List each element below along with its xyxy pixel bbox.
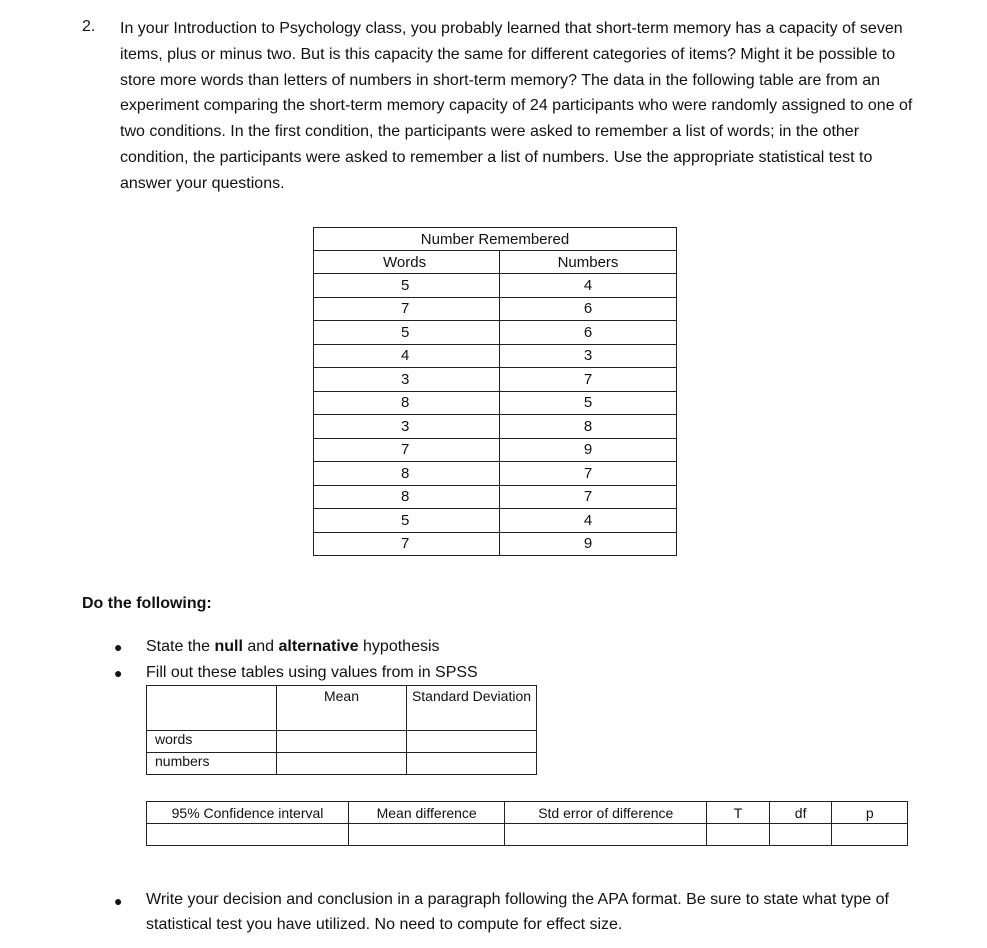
numbers-cell: 7 <box>500 485 677 509</box>
numbers-cell: 6 <box>500 297 677 321</box>
std-error-cell[interactable] <box>505 824 707 846</box>
column-header-ci: 95% Confidence interval <box>147 802 349 824</box>
table-row <box>314 462 677 486</box>
numbers-cell: 3 <box>500 344 677 368</box>
numbers-mean-cell[interactable] <box>277 753 407 775</box>
table-row <box>314 485 677 509</box>
numbers-cell: 9 <box>500 438 677 462</box>
column-header-words: Words <box>314 251 500 274</box>
numbers-cell: 5 <box>500 391 677 415</box>
words-cell: 7 <box>314 532 500 556</box>
numbers-cell: 9 <box>500 532 677 556</box>
table-row <box>314 344 677 368</box>
column-header-std-error: Std error of difference <box>505 802 707 824</box>
column-header-p: p <box>832 802 908 824</box>
words-mean-cell[interactable] <box>277 731 407 753</box>
t-cell[interactable] <box>707 824 770 846</box>
numbers-cell: 4 <box>500 509 677 533</box>
mean-difference-cell[interactable] <box>349 824 505 846</box>
column-header-t: T <box>707 802 770 824</box>
numbers-cell: 7 <box>500 462 677 486</box>
words-cell: 3 <box>314 368 500 392</box>
words-cell: 4 <box>314 344 500 368</box>
table-row <box>314 321 677 345</box>
table-row <box>314 274 677 298</box>
table-row <box>314 438 677 462</box>
bullet-conclusion: Write your decision and conclusion in a paragraph following the APA format. Be sure to state what type of statistical test you have utilized. No need to compute for effect size. <box>146 891 889 933</box>
p-cell[interactable] <box>832 824 908 846</box>
column-header-numbers: Numbers <box>500 251 677 274</box>
column-header-df: df <box>769 802 832 824</box>
table-row <box>314 368 677 392</box>
words-cell: 5 <box>314 509 500 533</box>
ci-cell[interactable] <box>147 824 349 846</box>
table-row <box>314 415 677 439</box>
words-cell: 8 <box>314 391 500 415</box>
table-row <box>314 391 677 415</box>
bullet-dot: ● <box>114 665 123 681</box>
data-table <box>313 227 677 556</box>
row-label-numbers: numbers <box>147 753 277 775</box>
words-sd-cell[interactable] <box>407 731 537 753</box>
words-cell: 3 <box>314 415 500 439</box>
empty-corner-cell <box>147 686 277 731</box>
numbers-cell: 6 <box>500 321 677 345</box>
column-header-mean: Mean <box>277 686 407 731</box>
words-cell: 7 <box>314 438 500 462</box>
numbers-cell: 8 <box>500 415 677 439</box>
words-cell: 8 <box>314 462 500 486</box>
numbers-cell: 7 <box>500 368 677 392</box>
column-header-sd: Standard Deviation <box>407 686 537 731</box>
data-table-title: Number Remembered <box>314 228 677 251</box>
ttest-results-table <box>146 801 908 846</box>
bullet-dot: ● <box>114 639 123 655</box>
row-label-words: words <box>147 731 277 753</box>
descriptive-stats-table <box>146 685 537 775</box>
section-heading: Do the following: <box>82 595 212 612</box>
question-number: 2. <box>82 18 96 35</box>
table-row <box>314 509 677 533</box>
bullet-dot: ● <box>114 893 123 909</box>
table-row <box>314 297 677 321</box>
df-cell[interactable] <box>769 824 832 846</box>
bullet-hypothesis: State the null and alternative hypothesis <box>146 638 440 655</box>
words-cell: 5 <box>314 321 500 345</box>
bullet-fill-tables: Fill out these tables using values from in SPSS <box>146 664 478 681</box>
table-row <box>314 532 677 556</box>
words-cell: 8 <box>314 485 500 509</box>
column-header-mean-difference: Mean difference <box>349 802 505 824</box>
numbers-sd-cell[interactable] <box>407 753 537 775</box>
numbers-cell: 4 <box>500 274 677 298</box>
words-cell: 7 <box>314 297 500 321</box>
question-text: In your Introduction to Psychology class, you probably learned that short-term memory has a capacity of seven items, plus or minus two. But is this capacity the same for different categories of items? Might it be possible to store more words than letters of numbers in short-term memory? The data in the following table are from an experiment comparing the short-term memory capacity of 24 participants who were randomly assigned to one of two conditions. In the first condition, the participants were asked to remember a list of words; in the other condition, the participants were asked to remember a list of numbers. Use the appropriate statistical test to answer your questions. <box>120 20 913 192</box>
words-cell: 5 <box>314 274 500 298</box>
